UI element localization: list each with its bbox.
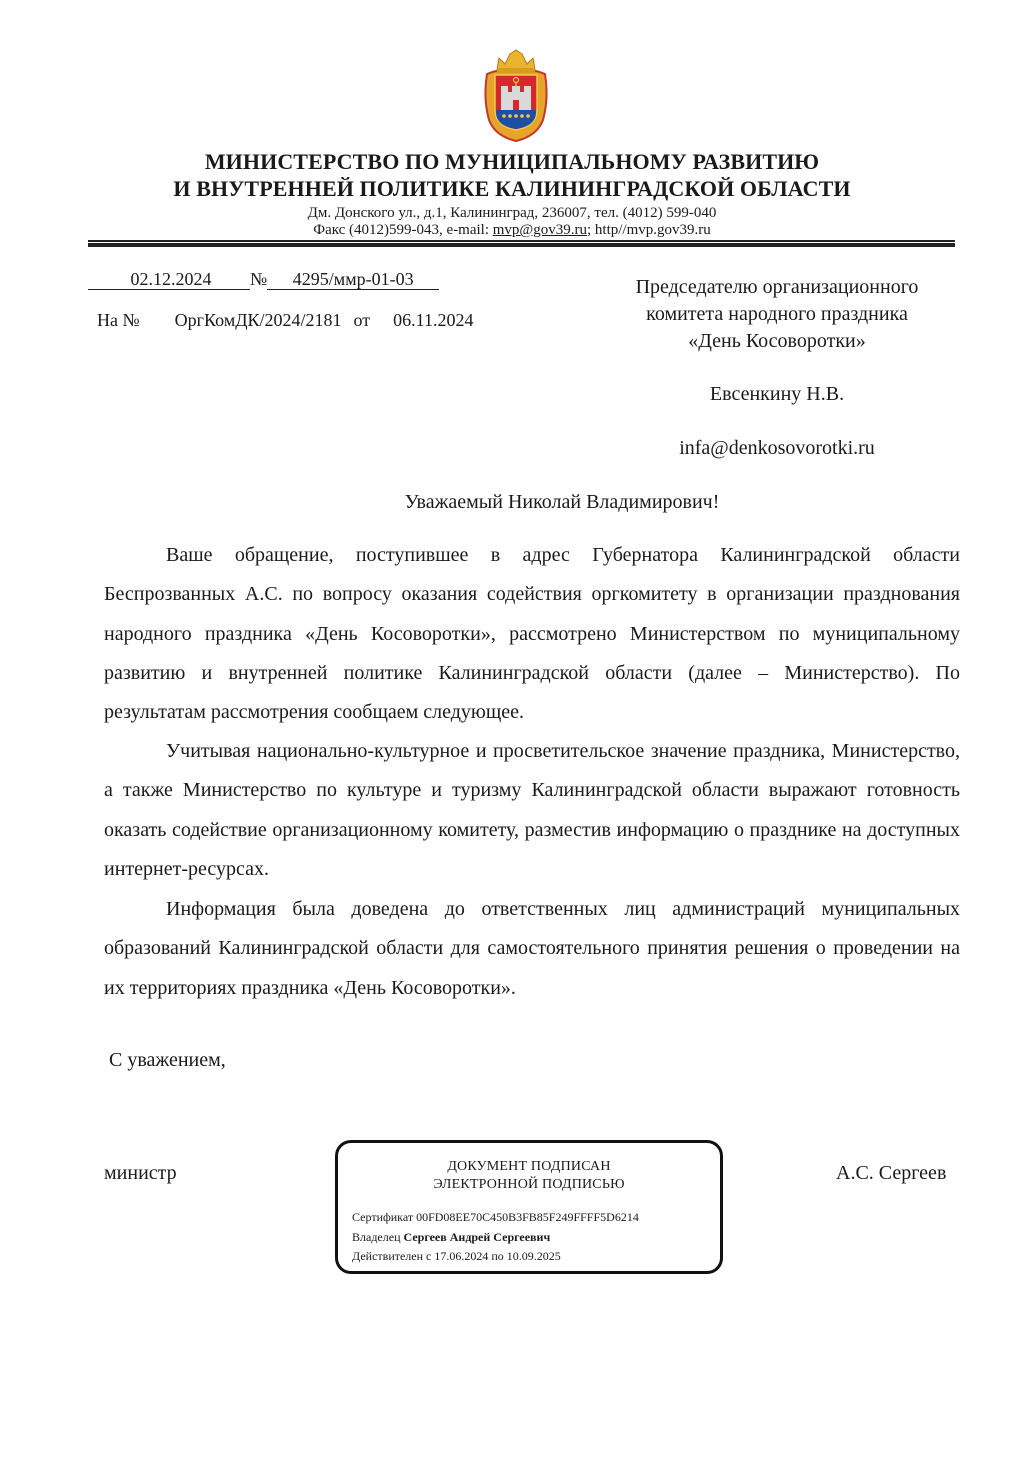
addressee-line2: комитета народного праздника xyxy=(646,303,908,325)
greeting: Уважаемый Николай Владимирович! xyxy=(404,491,720,513)
certificate-value: 00FD08EE70C450B3FB85F249FFFF5D6214 xyxy=(416,1210,639,1224)
reply-label: На № xyxy=(97,310,140,330)
owner-label: Владелец xyxy=(352,1230,401,1244)
number-label: № xyxy=(250,269,268,289)
signatory-position: министр xyxy=(104,1162,177,1184)
stamp-title-line1: ДОКУМЕНТ ПОДПИСАН xyxy=(447,1159,611,1174)
fax-label: Факс (4012)599-043, e-mail: xyxy=(313,222,493,238)
signatory-name: А.С. Сергеев xyxy=(836,1162,947,1184)
addressee-line3: «День Косоворотки» xyxy=(688,330,866,352)
body-paragraph: Ваше обращение, поступившее в адрес Губернатора Калининградской области Беспрозванных А.С. по вопросу оказания содействия оргкомитету в организации празднования народного праздника «День Косоворотки», рассмотрено Министерством по муниципальному развитию и внутренней политике Калининградской области (далее – Министерство). По результатам рассмотрения сообщаем следующее. xyxy=(104,544,960,724)
addressee-name: Евсенкину Н.В. xyxy=(709,383,845,405)
outgoing-date: 02.12.2024 xyxy=(88,269,250,290)
reply-number: ОргКомДК/2024/2181 xyxy=(174,310,342,330)
valid-from-label: с xyxy=(426,1249,432,1263)
ministry-title-line1: МИНИСТЕРСТВО ПО МУНИЦИПАЛЬНОМУ РАЗВИТИЮ xyxy=(204,149,820,174)
valid-from: 17.06.2024 xyxy=(434,1249,489,1263)
header-divider-thin xyxy=(88,240,955,242)
addressee-email[interactable]: infa@denkosovorotki.ru xyxy=(679,437,875,459)
valid-to-label: по xyxy=(491,1249,504,1263)
closing: С уважением, xyxy=(109,1049,226,1071)
outgoing-number: 4295/ммр-01-03 xyxy=(267,269,439,290)
addressee-line1: Председателю организационного xyxy=(635,276,919,298)
e-signature-stamp xyxy=(335,1140,723,1274)
valid-to: 10.09.2025 xyxy=(506,1249,561,1263)
owner-value: Сергеев Андрей Сергеевич xyxy=(403,1230,551,1244)
body-paragraph: Информация была доведена до ответственных лиц администраций муниципальных образований Калининградской области для самостоятельного принятия решения о проведении на их территориях праздника «День Косоворотки». xyxy=(104,898,960,999)
stamp-validity xyxy=(352,1249,561,1263)
contacts-separator: ; xyxy=(587,222,595,238)
website-link[interactable]: http//mvp.gov39.ru xyxy=(594,222,711,238)
header-divider-thick xyxy=(88,243,955,247)
reply-date: 06.11.2024 xyxy=(393,310,474,330)
ministry-address: Дм. Донского ул., д.1, Калининград, 236007, тел. (4012) 599-040 xyxy=(307,205,717,221)
registration-line xyxy=(88,269,439,290)
valid-label: Действителен xyxy=(352,1249,424,1263)
ministry-title-line2: И ВНУТРЕННЕЙ ПОЛИТИКЕ КАЛИНИНГРАДСКОЙ ОБЛАСТИ xyxy=(173,176,851,201)
stamp-certificate xyxy=(352,1210,639,1224)
certificate-label: Сертификат xyxy=(352,1210,414,1224)
reply-reference xyxy=(97,310,473,330)
body-paragraph: Учитывая национально-культурное и просветительское значение праздника, Министерство, а также Министерство по культуре и туризму Калининградской области выражают готовность оказать содействие организационному комитету, разместив информацию о празднике на доступных интернет-ресурсах. xyxy=(104,740,960,880)
ministry-contacts xyxy=(0,222,1024,239)
reply-from-label: от xyxy=(353,310,371,330)
stamp-title-line2: ЭЛЕКТРОННОЙ ПОДПИСЬЮ xyxy=(433,1177,625,1192)
email-link[interactable]: mvp@gov39.ru xyxy=(492,222,587,238)
stamp-owner xyxy=(352,1230,550,1244)
coat-of-arms-icon xyxy=(481,48,551,144)
